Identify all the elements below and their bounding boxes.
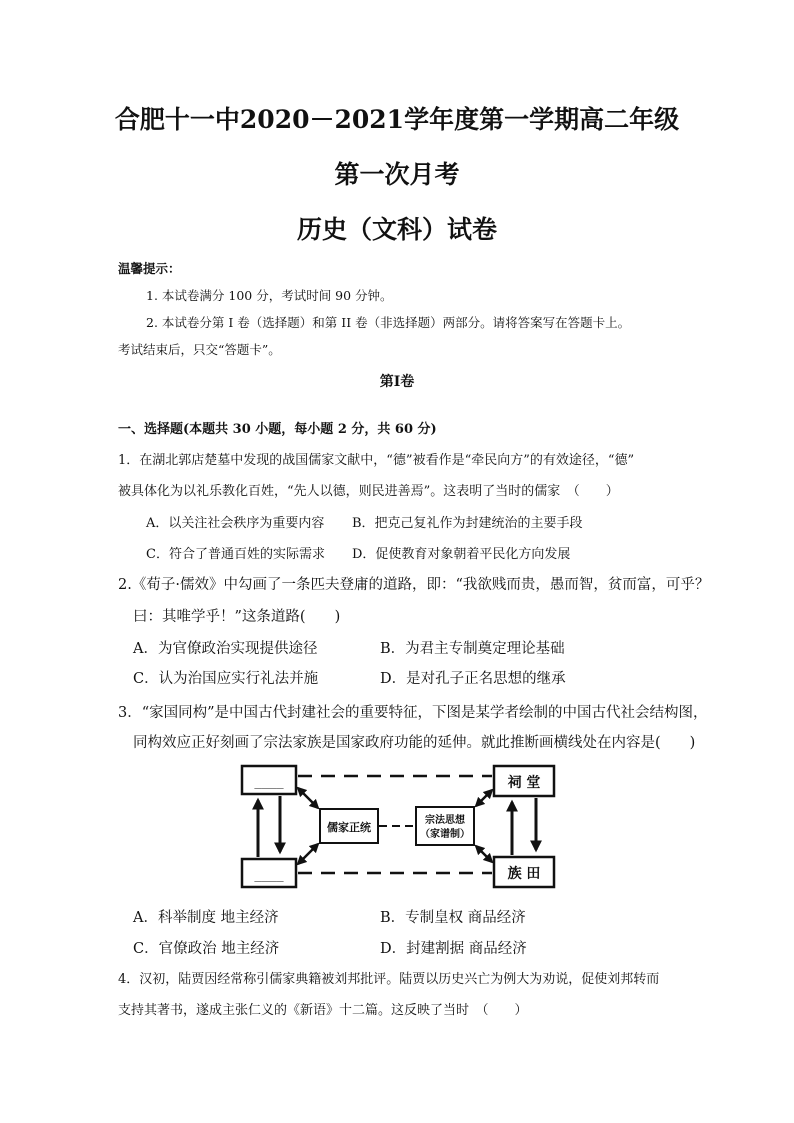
question-1-line-1: 1．在湖北郭店楚墓中发现的战国儒家文献中，“德”被看作是“牵民向方”的有效途径，“德” <box>118 453 635 468</box>
confucian-orthodoxy-label: 儒家正统 <box>327 821 371 834</box>
question-3-option-b: B．专制皇权 商品经济 <box>380 910 526 926</box>
question-4-line-1: 4．汉初，陆贾因经常称引儒家典籍被刘邦批评。陆贾以历史兴亡为例大为劝说，促使刘邦转而 <box>118 972 660 987</box>
question-2-line-2: 曰：其唯学乎！”这条道路( ) <box>133 609 341 625</box>
subject-title: 历史（文科）试卷 <box>296 215 497 244</box>
question-2-option-b: B．为君主专制奠定理论基础 <box>380 641 565 657</box>
blank-top: ____ <box>254 775 284 790</box>
question-1-option-b: B．把克己复礼作为封建统治的主要手段 <box>352 516 583 531</box>
question-1-option-a: A．以关注社会秩序为重要内容 <box>146 516 325 531</box>
social-structure-diagram <box>236 762 558 892</box>
section-heading: 一、选择题(本题共 30 小题，每小题 2 分，共 60 分) <box>118 422 437 437</box>
tip-line-3: 考试结束后，只交“答题卡”。 <box>118 342 281 357</box>
question-3-option-d: D．封建割据 商品经济 <box>380 941 527 957</box>
question-3-line-1: 3．“家国同构”是中国古代封建社会的重要特征，下图是某学者绘制的中国古代社会结构图， <box>118 705 708 721</box>
blank-bottom: ____ <box>254 868 284 883</box>
question-2-option-c: C．认为治国应实行礼法并施 <box>133 671 319 687</box>
question-3-line-2: 同构效应正好刻画了宗法家族是国家政府功能的延伸。就此推断画横线处在内容是( ) <box>133 735 696 751</box>
tip-line-2: 2. 本试卷分第 I 卷（选择题）和第 II 卷（非选择题）两部分。请将答案写在答题卡上。 <box>146 315 631 330</box>
clan-thought-label: 宗法思想 <box>425 815 465 826</box>
question-3-option-c: C．官僚政治 地主经济 <box>133 941 280 957</box>
question-1-option-d: D．促使教育对象朝着平民化方向发展 <box>352 547 571 562</box>
exam-name: 第一次月考 <box>334 160 460 189</box>
question-3-option-a: A．科举制度 地主经济 <box>133 910 279 926</box>
genealogy-label: （家谱制） <box>420 829 470 840</box>
tips-label: 温馨提示： <box>118 261 181 276</box>
tip-line-1: 1. 本试卷满分 100 分，考试时间 90 分钟。 <box>146 288 393 303</box>
question-2-line-1: 2.《荀子·儒效》中勾画了一条匹夫登庸的道路，即：“我欲贱而贵，愚而智，贫而富，可乎？ <box>118 577 710 593</box>
ancestral-hall-label: 祠 堂 <box>507 775 541 791</box>
page-title: 合肥十一中2020－2021学年度第一学期高二年级 <box>114 105 680 134</box>
part-label: 第I卷 <box>379 374 415 390</box>
question-1-option-c: C．符合了普通百姓的实际需求 <box>146 547 325 562</box>
question-4-line-2: 支持其著书，遂成主张仁义的《新语》十二篇。这反映了当时 （ ） <box>118 1003 528 1018</box>
clan-field-label: 族 田 <box>507 866 541 882</box>
question-2-option-d: D．是对孔子正名思想的继承 <box>380 671 566 687</box>
question-2-option-a: A．为官僚政治实现提供途径 <box>133 641 318 657</box>
question-1-line-2: 被具体化为以礼乐教化百姓，“先人以德，则民进善焉”。这表明了当时的儒家 （ ） <box>118 484 619 499</box>
